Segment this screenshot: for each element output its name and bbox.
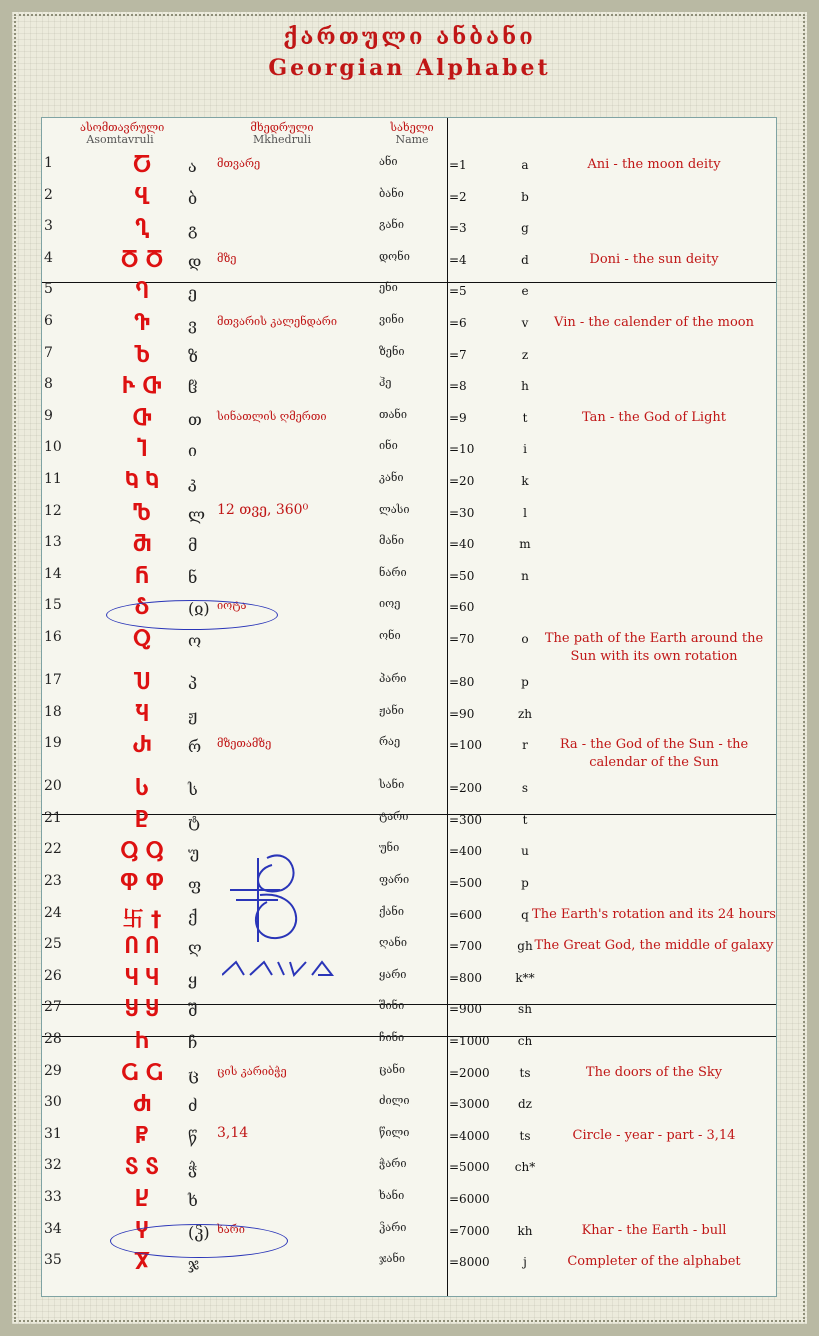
table-row [42,248,776,280]
latin-transliteration: v [521,316,529,330]
asomtavruli-letter: Ⴆ [134,342,150,367]
latin-transliteration: u [521,844,529,859]
letter-name: ჩინი [379,1031,405,1044]
letter-name: უნი [379,841,400,855]
letter-name: ლასი [379,502,410,516]
row-number: 6 [44,313,53,329]
header-name-en: Name [395,133,429,146]
mkhedruli-letter: ი [188,441,197,461]
row-number: 4 [44,249,53,266]
row-number: 28 [44,1031,62,1047]
numeric-value: =8000 [449,1255,490,1270]
letter-name: კანი [379,471,404,484]
letter-name: რაე [379,735,401,749]
asomtavruli-letter: Ⴒ [135,807,149,832]
latin-transliteration: ts [519,1065,531,1080]
letter-name: ჟანი [379,703,404,717]
letter-name: სანი [379,778,405,792]
table-row [42,437,776,469]
row-number: 33 [44,1189,62,1205]
mkhedruli-letter: ნ [188,567,198,587]
latin-transliteration: n [521,568,529,583]
mkhedruli-letter: რ [188,737,202,757]
row-number: 5 [44,281,53,298]
asomtavruli-letter: Ⴓ Ⴓ [120,839,164,864]
numeric-value: =4000 [449,1128,490,1143]
latin-transliteration: j [523,1255,527,1270]
letter-name: შინი [379,999,405,1013]
row-number: 13 [44,534,62,551]
latin-transliteration: ts [519,1128,531,1143]
asomtavruli-letter: Ⴗ Ⴗ [125,965,159,990]
letter-name: ტარი [379,809,409,823]
latin-transliteration: e [521,284,529,299]
asomtavruli-letter: Ⴐ [132,733,152,758]
letter-name: დონი [379,249,410,263]
table-row [42,808,776,840]
letter-note: იოტა [217,599,247,613]
hand-drawn-sketch [222,850,342,985]
latin-transliteration: i [523,442,527,457]
latin-transliteration: t [522,410,528,425]
asomtavruli-letter: Ⴛ [132,1092,152,1117]
letter-name: ხანი [379,1189,405,1202]
mkhedruli-letter: ზ [188,346,198,366]
row-number: 26 [44,967,62,984]
latin-transliteration: kh [517,1223,533,1238]
latin-transliteration: l [523,505,527,520]
numeric-value: =6000 [449,1192,490,1206]
asomtavruli-letter: Ⴡ Ⴇ [122,374,162,399]
letter-name: ქანი [379,904,404,918]
asomtavruli-letter: Ⴤ [135,1218,149,1243]
letter-name: ანი [379,155,398,168]
table-row [42,564,776,596]
asomtavruli-letter: Ⴘ Ⴘ [125,997,159,1022]
mkhedruli-letter: ძ [188,1096,198,1116]
row-number: 34 [44,1220,62,1237]
letter-note: 3,14 [217,1124,249,1141]
letter-note: მთვარე [217,157,261,170]
mkhedruli-letter: ლ [188,504,206,524]
letter-note: 12 თვე, 360⁰ [217,501,309,518]
mkhedruli-letter: ო [188,631,202,650]
latin-transliteration: a [521,158,529,172]
letter-name: ენი [379,281,398,295]
latin-transliteration: s [521,781,529,796]
table-row [42,153,776,185]
mkhedruli-letter: შ [188,1001,198,1021]
mkhedruli-letter: წ [188,1127,198,1147]
asomtavruli-letter: Ⴍ [133,627,151,651]
letter-name: თანი [379,407,408,421]
letter-name: ნარი [379,565,407,579]
asomtavruli-letter: Ⴊ [133,500,151,525]
table-row [42,1061,776,1093]
hand-drawn-circle [110,1224,288,1258]
latin-transliteration: p [521,876,529,890]
asomtavruli-letter: Ⴜ [135,1123,149,1148]
letter-name: ღანი [379,936,407,950]
mkhedruli-letter: (ჲ) [188,599,210,619]
asomtavruli-letter: Ⴄ [135,279,149,304]
row-number: 1 [44,155,53,171]
table-row [42,1092,776,1124]
letter-description: Tan - the God of Light [581,409,726,425]
mkhedruli-letter: კ [188,473,197,492]
numeric-value: =70 [449,632,475,646]
row-number: 18 [44,703,62,720]
letter-description: The Great God, the middle of galaxy [534,938,774,954]
numeric-value: =90 [449,706,475,721]
row-number: 14 [44,565,62,582]
row-number: 22 [44,841,62,858]
letter-description: The path of the Earth around the Sun with its own rotation [544,631,764,664]
asomtavruli-letter: Ⴃ Ⴃ [120,247,164,272]
row-number: 32 [44,1157,62,1174]
table-row [42,374,776,406]
letter-description: Khar - the Earth - bull [581,1222,727,1238]
mkhedruli-letter: ფ [188,875,202,894]
letter-description: Completer of the alphabet [567,1254,741,1270]
letter-name: განი [379,218,405,232]
row-number: 16 [44,629,62,645]
numeric-value: =50 [449,568,475,583]
hand-drawn-circle [106,600,278,630]
row-number: 27 [44,999,62,1016]
letter-description: Vin - the calender of the moon [554,315,754,330]
table-row [42,670,776,702]
table-row [42,839,776,871]
latin-transliteration: o [521,632,529,646]
numeric-value: =3 [449,221,467,236]
letter-name: ბანი [379,186,404,200]
row-number: 10 [44,439,62,456]
table-row [42,501,776,533]
asomtavruli-letter: Ⴈ [137,437,147,462]
latin-transliteration: d [521,252,529,267]
letter-description: The doors of the Sky [585,1064,723,1080]
letter-description: The Earth's rotation and its 24 hours [532,906,776,922]
mkhedruli-letter: ს [188,780,198,800]
letter-description: Doni - the sun deity [589,251,719,267]
header-mkh-geo: მხედრული [250,121,314,134]
table-row [42,311,776,343]
row-number: 2 [44,186,53,203]
letter-note: სინათლის ღმერთი [217,409,327,423]
asomtavruli-letter: Ⴔ Ⴔ [120,871,164,895]
numeric-value: =40 [449,537,475,552]
row-number: 31 [44,1125,62,1142]
letter-name: ონი [379,629,401,642]
asomtavruli-letter: Ⴅ [133,311,151,335]
asomtavruli-letter: Ⴖ Ⴖ [125,934,159,959]
header-asomtavruli [80,121,165,146]
numeric-value: =500 [449,876,482,890]
header-mkhedruli [242,122,322,146]
row-number: 15 [44,597,62,614]
letter-name: ცანი [379,1062,405,1076]
numeric-value: =800 [449,970,482,985]
mkhedruli-letter: ჯ [188,1254,199,1274]
mkhedruli-letter: უ [188,843,200,863]
table-row [42,627,776,664]
numeric-value: =80 [449,675,475,689]
title-georgian: ქართული ანბანი [283,24,536,50]
latin-transliteration: b [521,189,529,204]
asomtavruli-letter: Ⴁ [134,184,150,209]
row-number: 21 [44,809,62,826]
latin-transliteration: ch* [514,1160,536,1175]
mkhedruli-letter: თ [188,409,202,429]
mkhedruli-letter: გ [188,220,198,240]
asomtavruli-letter: Ⴑ [135,776,149,801]
letter-note: მზე [217,251,237,265]
asomtavruli-letter: Ⴋ [132,532,152,557]
numeric-value: =5000 [449,1160,490,1175]
numeric-value: =2000 [449,1065,490,1080]
table-row [42,279,776,311]
numeric-value: =60 [449,600,475,615]
header-name-geo: სახელი [390,121,434,134]
latin-transliteration: q [521,907,529,922]
mkhedruli-letter: პ [188,674,198,693]
numeric-value: =700 [449,939,482,954]
table-row [42,733,776,771]
latin-transliteration: z [521,347,529,362]
latin-transliteration: p [521,675,529,689]
table-row [42,997,776,1029]
latin-transliteration: sh [518,1002,532,1017]
letter-note: ხარი [217,1222,245,1236]
letter-name: ჰე [379,376,392,390]
table-row [42,1029,776,1061]
mkhedruli-letter: ე [188,283,197,303]
numeric-value: =4 [449,252,467,267]
numeric-value: =2 [449,189,467,204]
alphabet-table [41,117,777,1297]
table-row [42,343,776,375]
mkhedruli-letter: ჱ [188,378,198,398]
mkhedruli-letter: ვ [188,315,197,334]
mkhedruli-letter: ჩ [188,1033,198,1052]
numeric-value: =3000 [449,1097,490,1112]
mkhedruli-letter: დ [188,251,202,271]
numeric-value: =1 [449,158,467,172]
row-number: 23 [44,873,62,889]
header-asom-en: Asomtavruli [86,133,154,146]
latin-transliteration: dz [517,1097,532,1112]
table-row [42,776,776,808]
letter-name: ყარი [379,967,407,981]
table-row [42,406,776,438]
asomtavruli-letter: Ⴝ Ⴝ [125,1155,159,1180]
numeric-value: =200 [449,781,482,796]
header-name [377,122,447,146]
asomtavruli-letter: 卐 † [122,906,162,931]
letter-name: ჴარი [379,1220,407,1234]
table-row [42,1155,776,1187]
letter-note: მთვარის კალენდარი [217,315,338,328]
letter-description: Ani - the moon deity [587,157,721,172]
asomtavruli-letter: Ⴚ Ⴚ [121,1060,163,1085]
row-number: 29 [44,1062,62,1079]
asomtavruli-letter: Ⴢ [134,595,150,620]
table-row [42,871,776,903]
asomtavruli-letter: Ⴞ [135,1187,149,1211]
numeric-value: =7 [449,347,467,362]
asomtavruli-letter: Ⴌ [135,563,149,588]
row-number: 25 [44,936,62,953]
letter-description: Ra - the God of the Sun - the calendar of the Sun [559,737,749,771]
letter-name: ზენი [379,344,405,358]
asomtavruli-letter: Ⴂ [134,216,150,241]
asomtavruli-letter: Ⴇ [132,405,152,430]
numeric-value: =400 [449,844,482,859]
mkhedruli-letter: მ [188,536,198,556]
latin-transliteration: g [521,221,529,236]
latin-transliteration: h [521,379,529,394]
mkhedruli-letter: ტ [188,811,200,831]
mkhedruli-letter: ქ [188,906,198,926]
latin-transliteration: gh [517,939,533,954]
letter-description: Circle - year - part - 3,14 [572,1127,736,1143]
numeric-value: =30 [449,505,475,520]
latin-transliteration: m [519,537,531,552]
header-asom-geo: ასომთავრული [80,121,165,134]
row-number: 24 [44,904,62,921]
title-english: Georgian Alphabet [268,55,551,81]
latin-transliteration: k [521,474,529,488]
letter-name: პარი [379,672,407,685]
asomtavruli-letter: Ⴙ [135,1029,149,1053]
row-number: 7 [44,344,53,361]
mkhedruli-letter: ღ [188,938,202,958]
letter-name: წილი [379,1125,410,1139]
latin-transliteration: t [522,812,528,827]
letter-name: ფარი [379,873,410,886]
numeric-value: =600 [449,907,482,922]
letter-name: ინი [379,439,398,453]
letter-name: მანი [379,534,404,548]
table-row [42,216,776,248]
row-number: 35 [44,1252,62,1269]
table-row [42,966,776,998]
mkhedruli-letter: ხ [188,1191,198,1210]
row-number: 11 [44,471,62,487]
mkhedruli-letter: ჭ [188,1159,198,1179]
numeric-value: =5 [449,284,467,299]
asomtavruli-letter: Ⴀ [132,153,152,177]
table-row [42,934,776,966]
header-mkh-en: Mkhedruli [253,133,311,146]
latin-transliteration: k** [515,970,535,985]
row-number: 20 [44,778,62,795]
mkhedruli-letter: ყ [188,969,198,989]
letter-note: მზეთამზე [217,737,272,751]
latin-transliteration: r [522,738,528,753]
letter-name: ვინი [379,313,404,326]
numeric-value: =7000 [449,1223,490,1238]
table-row [42,1187,776,1219]
numeric-value: =300 [449,812,482,827]
latin-transliteration: ch [517,1034,533,1048]
table-row [42,532,776,564]
asomtavruli-letter: Ⴉ Ⴉ [125,469,159,493]
row-number: 9 [44,407,53,424]
numeric-value: =6 [449,316,467,330]
numeric-value: =10 [449,442,475,457]
numeric-value: =20 [449,474,475,488]
mkhedruli-letter: ბ [188,188,198,208]
numeric-value: =8 [449,379,467,394]
letter-note: ცის კარიბჭე [217,1064,287,1078]
row-number: 17 [44,672,62,688]
mkhedruli-letter: ჟ [188,705,198,725]
row-number: 30 [44,1094,62,1111]
row-number: 3 [44,218,53,235]
row-number: 8 [44,376,53,393]
letter-name: ძილი [379,1094,410,1108]
numeric-value: =9 [449,410,467,425]
letter-name: ჭარი [379,1157,407,1171]
row-number: 19 [44,735,62,752]
table-row [42,903,776,935]
numeric-value: =1000 [449,1034,490,1048]
table-row [42,469,776,501]
mkhedruli-letter: ა [188,157,197,176]
numeric-value: =900 [449,1002,482,1017]
mkhedruli-letter: ც [188,1064,199,1084]
table-row [42,185,776,217]
mkhedruli-letter: (ჴ) [188,1222,210,1242]
table-row [42,702,776,734]
asomtavruli-letter: Ⴟ [134,1250,150,1275]
asomtavruli-letter: Ⴎ [133,670,151,694]
letter-name: იოე [379,597,401,611]
table-row [42,1124,776,1156]
latin-transliteration: zh [517,706,533,721]
numeric-value: =100 [449,738,482,753]
row-number: 12 [44,502,62,519]
asomtavruli-letter: Ⴏ [135,701,149,726]
letter-name: ჯანი [379,1252,406,1266]
